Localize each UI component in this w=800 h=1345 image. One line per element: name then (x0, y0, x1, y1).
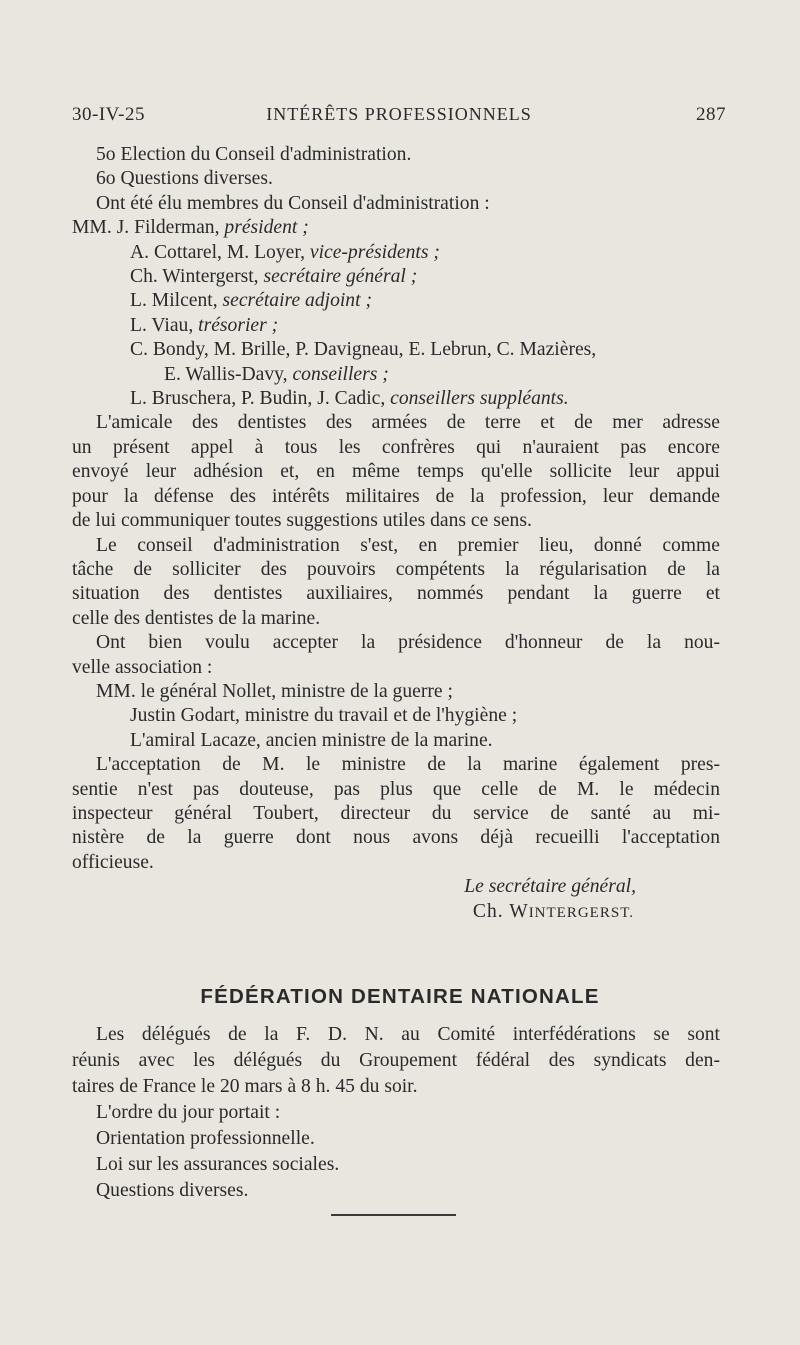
paragraph-delegues: Les délégués de la F. D. N. au Comité interfédérations se sont réunis avec les délégués du Groupement fédéral des syndicats den- taires de France le 20 mars à 8 h. 45 du soir. (72, 1024, 720, 1097)
section-heading: FÉDÉRATION DENTAIRE NATIONALE (200, 985, 600, 1008)
member-line: E. Wallis-Davy, conseillers ; (164, 363, 389, 385)
paragraph-acceptation: L'acceptation de M. le ministre de la marine également pres- sentie n'est pas douteuse, pas plus que celle de M. le médecin inspecteur général Toubert, directeur du service de santé au mi- nistère de la guerre dont nous avons déjà recueilli l'acceptation officieuse. (72, 754, 720, 873)
signature-title: Le secrétaire général, (464, 876, 636, 898)
member-line: A. Cottarel, M. Loyer, vice-présidents ; (130, 241, 440, 263)
signature-name: Ch. WINTERGERST. (472, 900, 634, 922)
elected-intro: Ont été élu membres du Conseil d'administration : (96, 192, 490, 214)
member-line: L. Viau, trésorier ; (130, 314, 279, 336)
closing-rule (331, 1214, 456, 1216)
paragraph-conseil: Le conseil d'administration s'est, en premier lieu, donné comme tâche de solliciter des pouvoirs compétents la régularisation de la situation des dentistes auxiliaires, nommés pendant la guerre et celle des dentistes de la marine. (72, 534, 720, 629)
page-number: 287 (696, 104, 726, 125)
honorary-list: MM. le général Nollet, ministre de la guerre ; Justin Godart, ministre du travail et de l'hygiène ; L'amiral Lacaze, ancien ministre de la marine. (96, 680, 518, 751)
agenda-item-6: 6o Questions diverses. (96, 168, 273, 190)
paragraph-amicale: L'amicale des dentistes des armées de terre et de mer adresse un présent appel à tous les confrères qui n'auraient pas encore envoyé leur adhésion et, en même temps qu'elle sollicite leur appui pour la défense des intérêts militaires de la profession, leur demande de lui communiquer toutes suggestions utiles dans ce sens. (72, 412, 720, 532)
member-line: C. Bondy, M. Brille, P. Davigneau, E. Lebrun, C. Mazières, (130, 339, 597, 361)
agenda-intro: L'ordre du jour portait : (96, 1102, 281, 1123)
agenda-item-5: 5o Election du Conseil d'administration. (96, 144, 412, 165)
agenda-item: Orientation professionnelle. (96, 1128, 315, 1149)
issue-date: 30-IV-25 (72, 104, 145, 125)
member-line: Ch. Wintergerst, secrétaire général ; (130, 266, 418, 288)
member-line: L. Milcent, secrétaire adjoint ; (130, 290, 372, 312)
paragraph-presidence: Ont bien voulu accepter la présidence d'honneur de la nou- velle association : (72, 632, 720, 678)
main-text (72, 143, 720, 925)
agenda-item: Questions diverses. (96, 1180, 249, 1201)
member-line: MM. J. Filderman, président ; (72, 217, 309, 239)
member-line: L. Bruschera, P. Budin, J. Cadic, conseillers suppléants. (130, 388, 569, 410)
section-title: INTÉRÊTS PROFESSIONNELS (266, 104, 532, 124)
fdn-text (72, 1022, 720, 1204)
running-header (72, 104, 726, 134)
agenda-item: Loi sur les assurances sociales. (96, 1154, 340, 1175)
